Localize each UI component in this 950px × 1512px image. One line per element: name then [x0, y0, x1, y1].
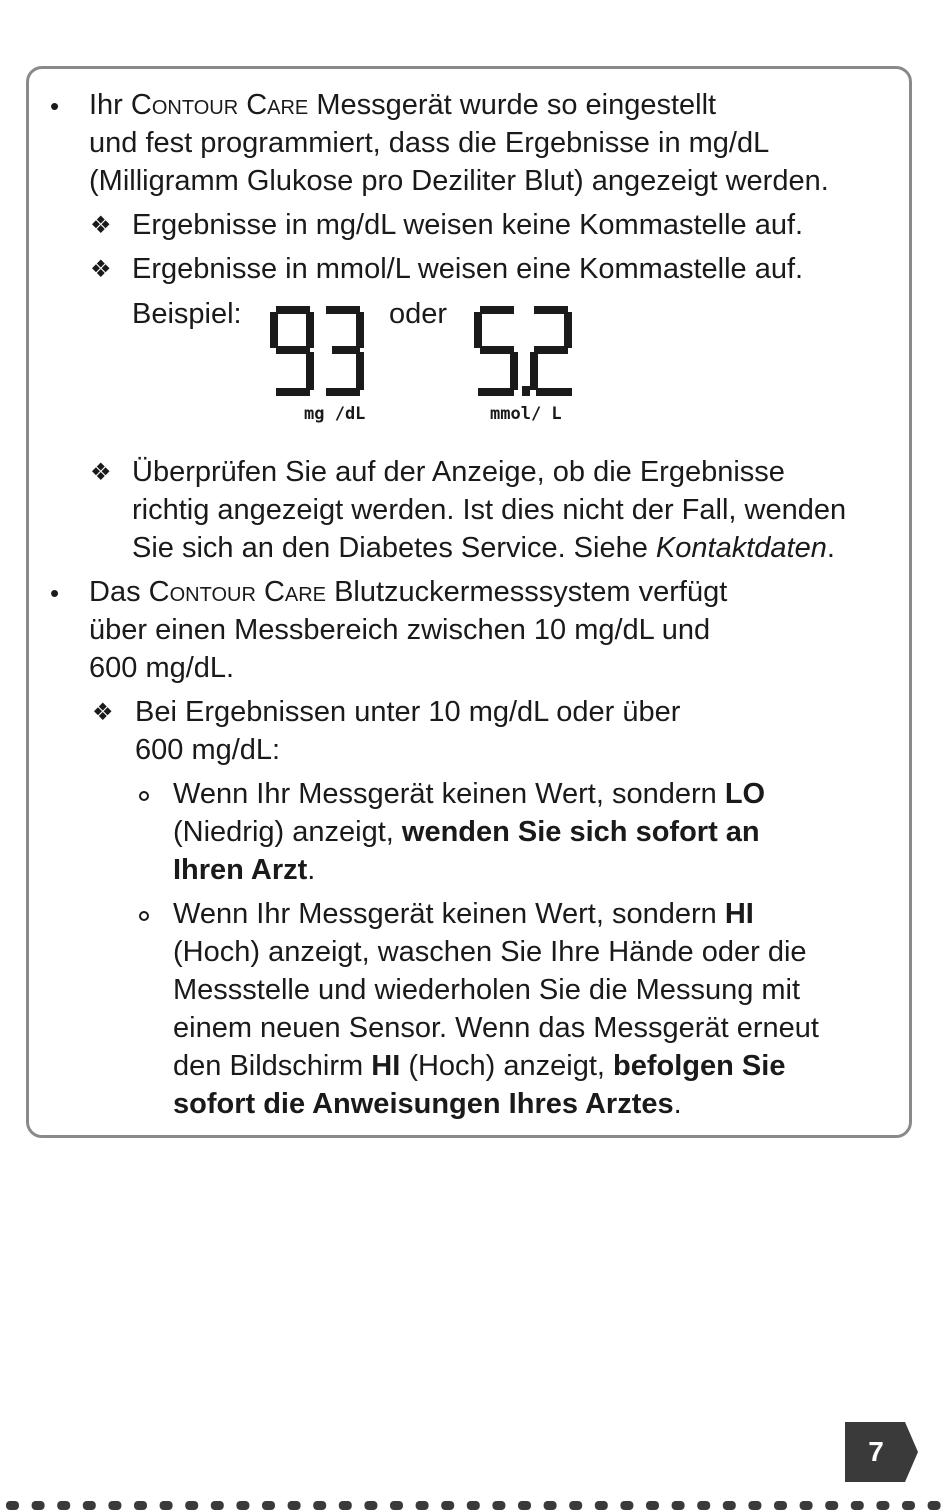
- lcd-display-93: [266, 302, 376, 426]
- brand-name: Contour Care: [130, 89, 309, 121]
- bullet-dot: •: [50, 91, 60, 121]
- lo-code: LO: [724, 778, 766, 810]
- page-number: 7: [868, 1436, 884, 1467]
- lo-line1: Wenn Ihr Messgerät keinen Wert, sondern LO: [173, 778, 766, 810]
- brand-name: Contour Care: [148, 576, 327, 608]
- hi-line4: einem neuen Sensor. Wenn das Messgerät erneut: [173, 1012, 819, 1044]
- section1-line2: und fest programmiert, dass die Ergebnisse in mg/dL: [89, 127, 770, 159]
- hi-code: HI: [724, 898, 754, 930]
- bottom-dotted-rule: [0, 1498, 950, 1512]
- unit-mgdl: mg /dL: [304, 404, 366, 424]
- check-line3: Sie sich an den Diabetes Service. Siehe Kontaktdaten.: [132, 532, 835, 564]
- example-label: Beispiel:: [132, 298, 242, 330]
- circle-bullet-icon: [139, 791, 149, 801]
- hi-line2: (Hoch) anzeigt, waschen Sie Ihre Hände oder die: [173, 936, 807, 968]
- section2-line1: Das Contour Care Blutzuckermesssystem verfügt: [89, 576, 728, 608]
- hi-line5: den Bildschirm HI (Hoch) anzeigt, befolgen Sie: [173, 1050, 786, 1082]
- bullet-dot: •: [50, 578, 60, 608]
- contact-reference: Kontaktdaten: [655, 532, 827, 564]
- diamond-bullet-icon: ❖: [90, 459, 112, 486]
- unit-mmol: mmol/ L: [490, 404, 562, 424]
- section2-line3: 600 mg/dL.: [89, 652, 235, 684]
- check-line1: Überprüfen Sie auf der Anzeige, ob die Ergebnisse: [132, 456, 785, 488]
- diamond-bullet-icon: ❖: [92, 699, 114, 726]
- hi-line1: Wenn Ihr Messgerät keinen Wert, sondern HI: [173, 898, 754, 930]
- or-label: oder: [389, 298, 448, 330]
- section1-line1: Ihr Contour Care Messgerät wurde so eingestellt: [89, 89, 717, 121]
- hi-line3: Messstelle und wiederholen Sie die Messung mit: [173, 974, 801, 1006]
- sub-item-mgdl: Ergebnisse in mg/dL weisen keine Kommastelle auf.: [132, 209, 804, 241]
- check-line2: richtig angezeigt werden. Ist dies nicht der Fall, wenden: [132, 494, 847, 526]
- lo-line2: (Niedrig) anzeigt, wenden Sie sich sofort an: [173, 816, 760, 848]
- range-sub-line2: 600 mg/dL:: [135, 734, 281, 766]
- lo-line3: Ihren Arzt.: [173, 854, 316, 886]
- hi-line6: sofort die Anweisungen Ihres Arztes.: [173, 1088, 682, 1120]
- diamond-bullet-icon: ❖: [90, 212, 112, 239]
- section1-line3: (Milligramm Glukose pro Deziliter Blut) angezeigt werden.: [89, 165, 829, 197]
- range-sub-line1: Bei Ergebnissen unter 10 mg/dL oder über: [135, 696, 681, 728]
- sub-item-mmol: Ergebnisse in mmol/L weisen eine Kommastelle auf.: [132, 253, 804, 285]
- lcd-display-5-2: [470, 302, 582, 426]
- circle-bullet-icon: [139, 911, 149, 921]
- diamond-bullet-icon: ❖: [90, 256, 112, 283]
- section2-line2: über einen Messbereich zwischen 10 mg/dL und: [89, 614, 711, 646]
